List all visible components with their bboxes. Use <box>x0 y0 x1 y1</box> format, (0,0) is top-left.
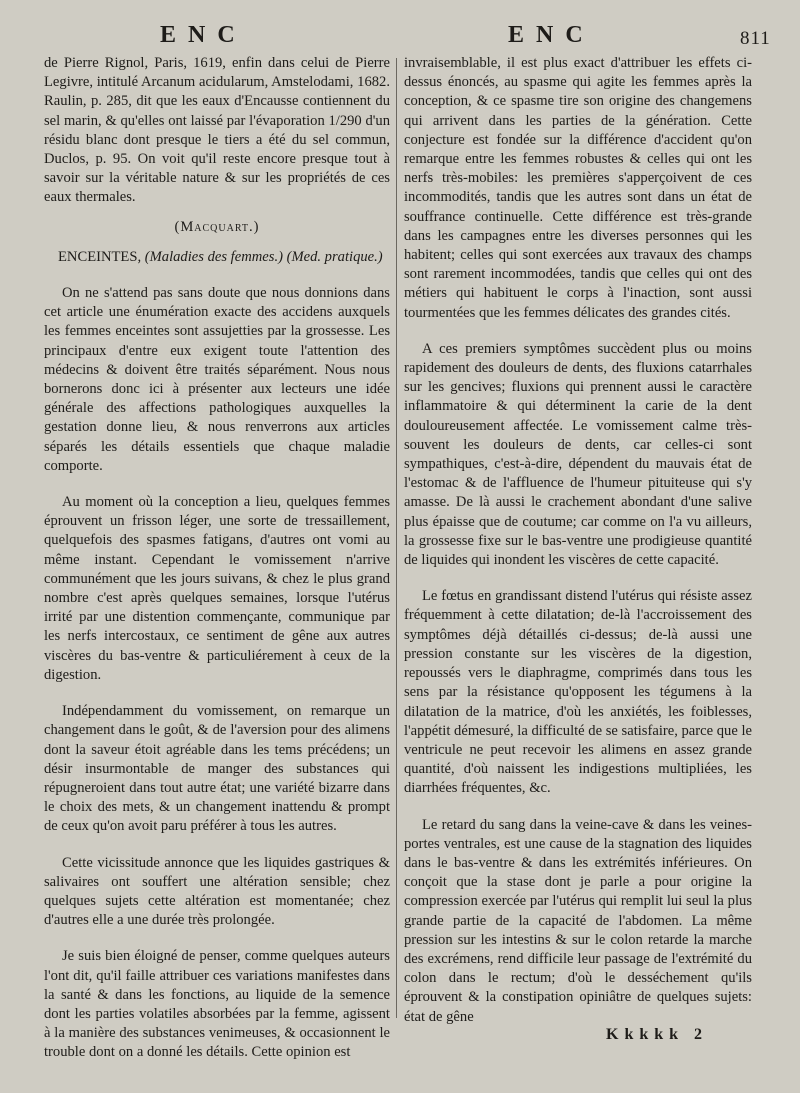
left-column <box>44 54 390 1063</box>
intro-paragraph: de Pierre Rignol, Paris, 1619, enfin dans celui de Pierre Legivre, intitulé Arcanum acidularum, Amstelodami, 1682. Raulin, p. 285, dit que les eaux d'Encausse contiennent du sel marin, & qu'elles ont laissé par l'évaporation 1/290 d'un résidu blanc dont presque le tiers a été du sel commun, Duclos, p. 95. On voit qu'il reste encore presque tout à savoir sur la véritable nature & sur les propriétés de ces eaux thermales. <box>44 55 390 206</box>
paragraph: Le fœtus en grandissant distend l'utérus qui résiste assez fréquemment à cette dilatation; de-là l'accroissement des symptômes déjà détaillés ci-dessus; de-là aussi une pression constante sur les viscères de la digestion, repoussés vers le diaphragme, comprimés dans tous les sens par la résistance qu'opposent les tégumens à la dilatation de la matrice, d'où les anxiétés, les foiblesses, l'appétit démesuré, la difficulté de se satisfaire, parce que le ventricule ne peut recevoir les alimens en assez grande quantité, d'où naissent les indigestions multipliées, les diarrhées fréquentes, &c. <box>404 588 752 797</box>
paragraph: invraisemblable, il est plus exact d'attribuer les effets ci-dessus énoncés, au spasme qui agite les femmes après la conception, & ce spasme tire son origine des changemens qui arrivent dans les parties de la génération. Cette conjecture est fondée sur la différence d'accident qu'on remarque entre les femmes robustes & celles qui ont les nerfs très-mobiles: les premières s'apperçoivent de ces incommodités, tandis que les autres sont dans un état de souffrance continuelle. Cette différence est très-grande dans les campagnes entre les diverses personnes qui les habitent; celles qui sont exercées aux travaux des champs sont rarement incommodées, tandis que celles qui ont des métiers qui habituent le corps à l'inaction, sont aussi tourmentées que les femmes délicates des grandes cités. <box>404 55 752 321</box>
paragraph: Au moment où la conception a lieu, quelques femmes éprouvent un frisson léger, une sorte de tressaillement, quelquefois des spasmes fatigans, d'autres ont vomi au même instant. Cependant le vomissement n'arrive communément que les jours suivans, & chez le plus grand nombre c'est après quelques semaines, lorsque l'utérus irrité par une distention commençante, communique par les nerfs intercostaux, ce sentiment de gêne aux autres viscères du bas-ventre & particuliérement à ceux de la digestion. <box>44 494 390 683</box>
article-title: ENCEINTES <box>58 248 138 265</box>
article-heading <box>44 248 390 267</box>
right-column <box>404 54 752 1027</box>
column-divider <box>396 58 397 1018</box>
running-head-right: ENC <box>508 22 595 48</box>
running-head-left: ENC <box>160 22 247 48</box>
paragraph: Le retard du sang dans la veine-cave & dans les veines-portes ventrales, est une cause de la stagnation des liquides dans le bas-ventre & dans les extrémités inférieures. On conçoit que la stase dont je parle a pour origine la compression exercée par l'utérus qui remplit lui seul la plus grande partie de la capacité de l'abdomen. La même pression sur les intestins & sur le colon retarde la marche des excrémens, rend difficile leur passage de l'extrémité du colon dans le rectum; d'où le desséchement qu'ils éprouvent & la constipation opiniâtre de quelques sujets: état de gêne <box>404 816 752 1025</box>
page-number: 811 <box>740 28 771 49</box>
paragraph: On ne s'attend pas sans doute que nous donnions dans cet article une énumération exacte des accidens auxquels les femmes enceintes sont assujetties par la grossesse. Les principaux d'entre eux exigent toute l'attention des médecins & doivent être traités séparément. Nous nous bornerons donc ici à présenter aux lecteurs une idée générale des affections pathologiques auxquelles la gestation donne lieu, & nous renverrons aux articles séparés les détails essentiels que chaque maladie comporte. <box>44 285 390 474</box>
paragraph: Cette vicissitude annonce que les liquides gastriques & salivaires ont souffert une altération sensible; chez quelques sujets cette altération est momentanée; chez d'autres elle a une durée très prolongée. <box>44 854 390 929</box>
paragraph: Indépendamment du vomissement, on remarque un changement dans le goût, & de l'aversion pour des alimens dont la saveur étoit agréable dans les tems précédens; un désir insurmontable de manger des substances qui répugneroient dans tout autre état; une variété bizarre dans le choix des mets, & un changement inattendu & prompt de ceux qu'on avoit paru préférer à tous les autres. <box>44 703 390 835</box>
signature-mark: Kkkkk 2 <box>606 1026 709 1043</box>
article-subject: , (Maladies des femmes.) (Med. pratique.) <box>137 248 383 265</box>
paragraph: A ces premiers symptômes succèdent plus ou moins rapidement des douleurs de dents, des fluxions catarrhales sur les gencives; fluxions qui prennent aussi le caractère inflammatoire & qui déterminent la carie de la dent douloureusement affectée. Le vomissement calme très-souvent les douleurs de dents, car celles-ci sont sympathiques, c'est-à-dire, dépendent du mauvais état de l'estomac & de l'affluence de l'humeur pituiteuse qui s'y amasse. De là aussi le crachement abondant d'une salive plus épaisse que de coutume; car comme on l'a vu ailleurs, la grossesse fixe sur le bas-ventre une prodigieuse quantité de liquides qui inondent les viscères de cette capacité. <box>404 340 752 569</box>
paragraph: Je suis bien éloigné de penser, comme quelques auteurs l'ont dit, qu'il faille attribuer ces variations manifestes dans la santé & dans les fonctions, au liquide de la semence dont les parties volatiles absorbées par la femme, agissent à la manière des substances venimeuses, & occasionnent le trouble dont on a donné les détails. Cette opinion est <box>44 948 390 1061</box>
author-signature: (Macquart.) <box>174 218 260 235</box>
